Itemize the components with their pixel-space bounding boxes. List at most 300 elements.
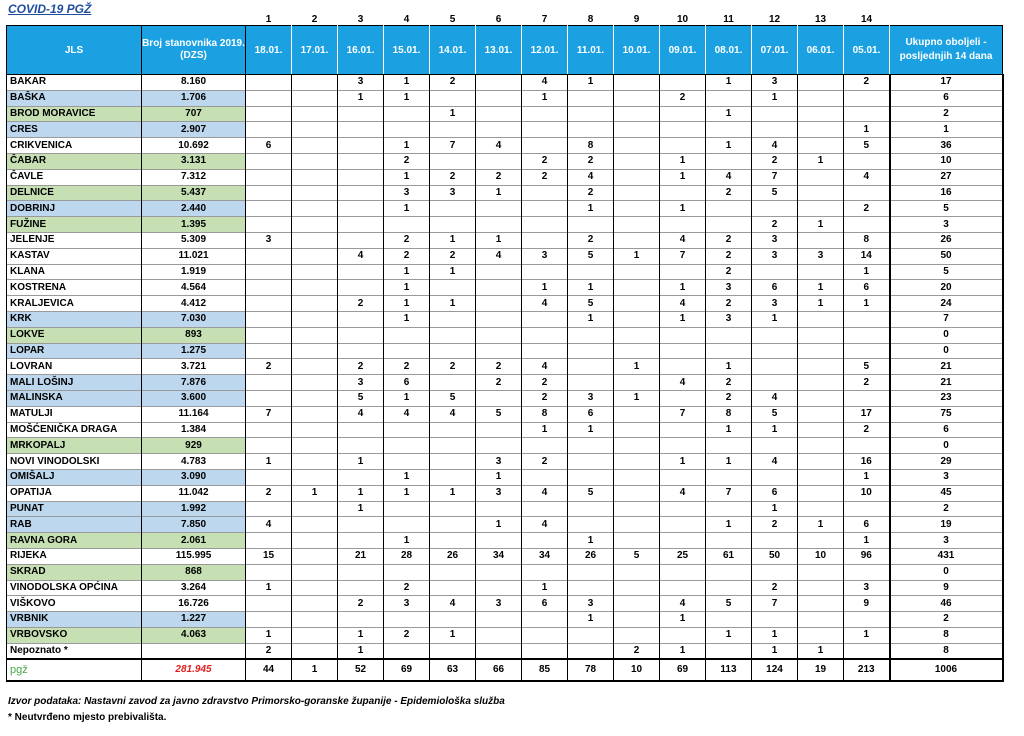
covid-table (6, 8, 1004, 682)
case-count-cell: 6 (844, 280, 890, 296)
case-count-cell: 2 (338, 296, 384, 312)
case-count-cell: 6 (752, 280, 798, 296)
case-count-cell: 2 (430, 169, 476, 185)
case-count-cell: 1 (844, 296, 890, 312)
case-count-cell (338, 564, 384, 580)
case-count-cell: 4 (844, 169, 890, 185)
case-count-cell (430, 153, 476, 169)
case-count-cell (476, 280, 522, 296)
case-count-cell (292, 311, 338, 327)
total-cell: 19 (890, 517, 1003, 533)
case-count-cell (706, 501, 752, 517)
case-count-cell: 5 (844, 359, 890, 375)
case-count-cell: 1 (844, 264, 890, 280)
summary-count-cell: 66 (476, 659, 522, 681)
municipality-name: VRBNIK (7, 612, 142, 628)
summary-count-cell: 85 (522, 659, 568, 681)
population-cell: 1.275 (142, 343, 246, 359)
case-count-cell: 9 (844, 596, 890, 612)
case-count-cell: 1 (384, 533, 430, 549)
case-count-cell: 1 (246, 580, 292, 596)
case-count-cell (246, 280, 292, 296)
case-count-cell: 1 (246, 454, 292, 470)
case-count-cell (292, 390, 338, 406)
case-count-cell (430, 564, 476, 580)
municipality-name: RAVNA GORA (7, 533, 142, 549)
case-count-cell (844, 185, 890, 201)
case-count-cell (568, 264, 614, 280)
case-count-cell (660, 343, 706, 359)
header-row (7, 26, 1003, 75)
case-count-cell (476, 311, 522, 327)
case-count-cell: 1 (752, 643, 798, 659)
case-count-cell (522, 106, 568, 122)
case-count-cell (568, 327, 614, 343)
summary-row (7, 659, 1003, 681)
case-count-cell (430, 280, 476, 296)
case-count-cell (752, 327, 798, 343)
total-cell: 46 (890, 596, 1003, 612)
case-count-cell: 3 (752, 248, 798, 264)
date-header: 11.01. (568, 26, 614, 75)
case-count-cell (614, 406, 660, 422)
case-count-cell (706, 612, 752, 628)
case-count-cell: 5 (752, 406, 798, 422)
case-count-cell (752, 343, 798, 359)
case-count-cell (614, 90, 660, 106)
case-count-cell: 3 (568, 596, 614, 612)
case-count-cell (522, 501, 568, 517)
case-count-cell (614, 122, 660, 138)
case-count-cell (430, 454, 476, 470)
case-count-cell: 1 (798, 643, 844, 659)
case-count-cell (614, 469, 660, 485)
day-number: 1 (265, 14, 272, 25)
case-count-cell (338, 122, 384, 138)
blank-cell (890, 8, 1003, 26)
case-count-cell: 5 (614, 548, 660, 564)
case-count-cell (798, 454, 844, 470)
municipality-name: MALI LOŠINJ (7, 375, 142, 391)
case-count-cell (660, 138, 706, 154)
case-count-cell: 1 (568, 533, 614, 549)
case-count-cell (660, 627, 706, 643)
case-count-cell (384, 422, 430, 438)
case-count-cell: 50 (752, 548, 798, 564)
case-count-cell: 3 (476, 596, 522, 612)
case-count-cell: 1 (338, 454, 384, 470)
case-count-cell (568, 580, 614, 596)
population-cell: 1.395 (142, 217, 246, 233)
day-number: 5 (449, 14, 456, 25)
case-count-cell (292, 375, 338, 391)
case-count-cell: 1 (338, 90, 384, 106)
case-count-cell: 2 (246, 643, 292, 659)
total-cell: 9 (890, 580, 1003, 596)
case-count-cell (246, 596, 292, 612)
case-count-cell: 5 (476, 406, 522, 422)
case-count-cell (568, 627, 614, 643)
summary-population: 281.945 (142, 659, 246, 681)
case-count-cell (706, 564, 752, 580)
case-count-cell (430, 343, 476, 359)
case-count-cell (614, 138, 660, 154)
municipality-name: BROD MORAVICE (7, 106, 142, 122)
case-count-cell (246, 564, 292, 580)
table-row (7, 454, 1003, 470)
case-count-cell: 25 (660, 548, 706, 564)
population-cell: 115.995 (142, 548, 246, 564)
case-count-cell: 3 (798, 248, 844, 264)
population-cell: 16.726 (142, 596, 246, 612)
case-count-cell: 4 (246, 517, 292, 533)
case-count-cell: 2 (384, 248, 430, 264)
case-count-cell (246, 185, 292, 201)
case-count-cell (430, 217, 476, 233)
case-count-cell (706, 438, 752, 454)
case-count-cell (798, 264, 844, 280)
table-row (7, 169, 1003, 185)
case-count-cell: 10 (844, 485, 890, 501)
table-row (7, 422, 1003, 438)
case-count-cell (798, 185, 844, 201)
case-count-cell: 3 (338, 375, 384, 391)
case-count-cell (476, 390, 522, 406)
day-number: 12 (768, 14, 781, 25)
case-count-cell (614, 169, 660, 185)
case-count-cell (614, 280, 660, 296)
case-count-cell (798, 422, 844, 438)
case-count-cell: 1 (522, 422, 568, 438)
population-cell: 1.706 (142, 90, 246, 106)
case-count-cell: 2 (706, 264, 752, 280)
case-count-cell: 8 (522, 406, 568, 422)
case-count-cell (844, 311, 890, 327)
case-count-cell (614, 264, 660, 280)
case-count-cell (384, 343, 430, 359)
case-count-cell (292, 564, 338, 580)
table-row (7, 469, 1003, 485)
case-count-cell (660, 217, 706, 233)
case-count-cell (798, 485, 844, 501)
municipality-name: DOBRINJ (7, 201, 142, 217)
case-count-cell (614, 311, 660, 327)
case-count-cell (476, 264, 522, 280)
table-row (7, 390, 1003, 406)
case-count-cell (476, 217, 522, 233)
total-cell: 0 (890, 343, 1003, 359)
case-count-cell: 3 (338, 75, 384, 91)
case-count-cell (614, 438, 660, 454)
municipality-name: DELNICE (7, 185, 142, 201)
table-row (7, 643, 1003, 659)
case-count-cell (246, 311, 292, 327)
case-count-cell (660, 533, 706, 549)
case-count-cell: 1 (384, 201, 430, 217)
case-count-cell: 2 (706, 248, 752, 264)
total-cell: 431 (890, 548, 1003, 564)
case-count-cell (614, 564, 660, 580)
day-number-row (7, 8, 1003, 26)
case-count-cell (798, 169, 844, 185)
case-count-cell: 4 (752, 454, 798, 470)
case-count-cell (338, 264, 384, 280)
case-count-cell: 1 (384, 280, 430, 296)
case-count-cell (476, 343, 522, 359)
case-count-cell (568, 501, 614, 517)
case-count-cell (384, 564, 430, 580)
case-count-cell (246, 469, 292, 485)
case-count-cell: 2 (752, 153, 798, 169)
case-count-cell: 2 (568, 232, 614, 248)
case-count-cell (430, 90, 476, 106)
case-count-cell: 1 (752, 501, 798, 517)
case-count-cell (844, 501, 890, 517)
case-count-cell: 3 (752, 75, 798, 91)
table-row (7, 185, 1003, 201)
table-row (7, 327, 1003, 343)
case-count-cell (522, 217, 568, 233)
case-count-cell (614, 185, 660, 201)
case-count-cell: 4 (660, 596, 706, 612)
case-count-cell: 5 (568, 485, 614, 501)
case-count-cell (522, 232, 568, 248)
case-count-cell: 2 (522, 169, 568, 185)
date-header: 13.01. (476, 26, 522, 75)
population-cell: 11.021 (142, 248, 246, 264)
municipality-name: LOPAR (7, 343, 142, 359)
case-count-cell (338, 343, 384, 359)
case-count-cell: 1 (246, 627, 292, 643)
case-count-cell (706, 201, 752, 217)
case-count-cell (614, 533, 660, 549)
table-row (7, 438, 1003, 454)
case-count-cell (430, 327, 476, 343)
case-count-cell: 3 (476, 485, 522, 501)
case-count-cell (476, 201, 522, 217)
date-header: 05.01. (844, 26, 890, 75)
table-row (7, 106, 1003, 122)
table-row (7, 296, 1003, 312)
case-count-cell (706, 533, 752, 549)
case-count-cell: 3 (384, 185, 430, 201)
case-count-cell: 1 (384, 485, 430, 501)
case-count-cell (752, 533, 798, 549)
case-count-cell (338, 169, 384, 185)
case-count-cell (292, 627, 338, 643)
population-cell: 3.090 (142, 469, 246, 485)
case-count-cell (522, 612, 568, 628)
case-count-cell (798, 90, 844, 106)
case-count-cell (706, 580, 752, 596)
case-count-cell: 6 (844, 517, 890, 533)
case-count-cell: 5 (338, 390, 384, 406)
case-count-cell (752, 469, 798, 485)
case-count-cell: 2 (476, 359, 522, 375)
case-count-cell: 3 (522, 248, 568, 264)
total-cell: 0 (890, 438, 1003, 454)
total-cell: 75 (890, 406, 1003, 422)
case-count-cell: 6 (522, 596, 568, 612)
case-count-cell (522, 311, 568, 327)
case-count-cell (522, 469, 568, 485)
case-count-cell: 1 (706, 106, 752, 122)
case-count-cell (246, 533, 292, 549)
total-cell: 36 (890, 138, 1003, 154)
case-count-cell (246, 75, 292, 91)
case-count-cell: 2 (430, 75, 476, 91)
case-count-cell (798, 75, 844, 91)
total-cell: 17 (890, 75, 1003, 91)
case-count-cell (798, 375, 844, 391)
case-count-cell: 8 (844, 232, 890, 248)
total-cell: 21 (890, 375, 1003, 391)
case-count-cell: 28 (384, 548, 430, 564)
blank-cell (142, 8, 246, 26)
population-header: Broj stanovnika 2019. (DZS) (142, 26, 246, 75)
case-count-cell: 1 (568, 422, 614, 438)
municipality-name: MRKOPALJ (7, 438, 142, 454)
case-count-cell (798, 612, 844, 628)
case-count-cell (476, 580, 522, 596)
case-count-cell: 1 (614, 248, 660, 264)
municipality-name: ČABAR (7, 153, 142, 169)
date-header: 18.01. (246, 26, 292, 75)
population-cell: 4.063 (142, 627, 246, 643)
case-count-cell: 2 (522, 153, 568, 169)
case-count-cell: 3 (752, 232, 798, 248)
total-cell: 7 (890, 311, 1003, 327)
case-count-cell: 4 (568, 169, 614, 185)
case-count-cell (660, 501, 706, 517)
case-count-cell (246, 375, 292, 391)
municipality-name: PUNAT (7, 501, 142, 517)
case-count-cell: 1 (384, 138, 430, 154)
case-count-cell: 1 (844, 627, 890, 643)
case-count-cell (798, 359, 844, 375)
case-count-cell: 4 (430, 406, 476, 422)
case-count-cell (614, 343, 660, 359)
municipality-name: LOKVE (7, 327, 142, 343)
case-count-cell (614, 627, 660, 643)
case-count-cell (430, 122, 476, 138)
case-count-cell (522, 327, 568, 343)
case-count-cell (614, 596, 660, 612)
case-count-cell (246, 327, 292, 343)
day-number: 7 (541, 14, 548, 25)
case-count-cell: 4 (522, 517, 568, 533)
case-count-cell: 1 (522, 580, 568, 596)
case-count-cell (798, 138, 844, 154)
case-count-cell: 1 (660, 612, 706, 628)
table-row (7, 122, 1003, 138)
case-count-cell: 1 (338, 501, 384, 517)
case-count-cell: 1 (476, 185, 522, 201)
case-count-cell: 2 (384, 232, 430, 248)
table-row (7, 343, 1003, 359)
table-row (7, 264, 1003, 280)
case-count-cell: 3 (246, 232, 292, 248)
summary-count-cell: 124 (752, 659, 798, 681)
date-header: 15.01. (384, 26, 430, 75)
case-count-cell (660, 106, 706, 122)
municipality-name: ČAVLE (7, 169, 142, 185)
case-count-cell (338, 612, 384, 628)
case-count-cell (844, 90, 890, 106)
case-count-cell (798, 343, 844, 359)
case-count-cell: 4 (384, 406, 430, 422)
case-count-cell: 1 (660, 169, 706, 185)
case-count-cell (292, 580, 338, 596)
case-count-cell: 1 (568, 612, 614, 628)
case-count-cell (844, 153, 890, 169)
case-count-cell (292, 454, 338, 470)
case-count-cell (844, 438, 890, 454)
municipality-name: KOSTRENA (7, 280, 142, 296)
case-count-cell: 2 (844, 201, 890, 217)
case-count-cell (246, 390, 292, 406)
case-count-cell (430, 422, 476, 438)
total-cell: 5 (890, 201, 1003, 217)
case-count-cell (798, 627, 844, 643)
day-number: 13 (814, 14, 827, 25)
case-count-cell (568, 343, 614, 359)
case-count-cell: 1 (568, 280, 614, 296)
municipality-name: OPATIJA (7, 485, 142, 501)
table-row (7, 359, 1003, 375)
population-cell: 1.992 (142, 501, 246, 517)
case-count-cell (292, 217, 338, 233)
case-count-cell (476, 612, 522, 628)
case-count-cell: 1 (660, 153, 706, 169)
case-count-cell (292, 501, 338, 517)
case-count-cell (660, 564, 706, 580)
case-count-cell: 1 (752, 90, 798, 106)
case-count-cell (660, 359, 706, 375)
case-count-cell (660, 517, 706, 533)
case-count-cell (660, 122, 706, 138)
municipality-name: KRK (7, 311, 142, 327)
case-count-cell (338, 422, 384, 438)
day-number: 9 (633, 14, 640, 25)
case-count-cell: 3 (568, 390, 614, 406)
case-count-cell: 1 (430, 485, 476, 501)
case-count-cell: 1 (384, 75, 430, 91)
population-cell: 3.131 (142, 153, 246, 169)
case-count-cell (430, 201, 476, 217)
case-count-cell (338, 185, 384, 201)
case-count-cell: 1 (614, 390, 660, 406)
case-count-cell: 1 (384, 169, 430, 185)
case-count-cell: 2 (522, 454, 568, 470)
population-cell: 3.264 (142, 580, 246, 596)
date-header: 06.01. (798, 26, 844, 75)
case-count-cell: 2 (844, 375, 890, 391)
case-count-cell (798, 390, 844, 406)
case-count-cell (798, 469, 844, 485)
case-count-cell: 1 (476, 232, 522, 248)
case-count-cell: 96 (844, 548, 890, 564)
case-count-cell (752, 438, 798, 454)
case-count-cell (660, 327, 706, 343)
case-count-cell: 2 (752, 580, 798, 596)
day-number: 10 (676, 14, 689, 25)
case-count-cell: 1 (844, 469, 890, 485)
total-cell: 20 (890, 280, 1003, 296)
case-count-cell: 1 (706, 422, 752, 438)
case-count-cell (568, 517, 614, 533)
case-count-cell (292, 612, 338, 628)
